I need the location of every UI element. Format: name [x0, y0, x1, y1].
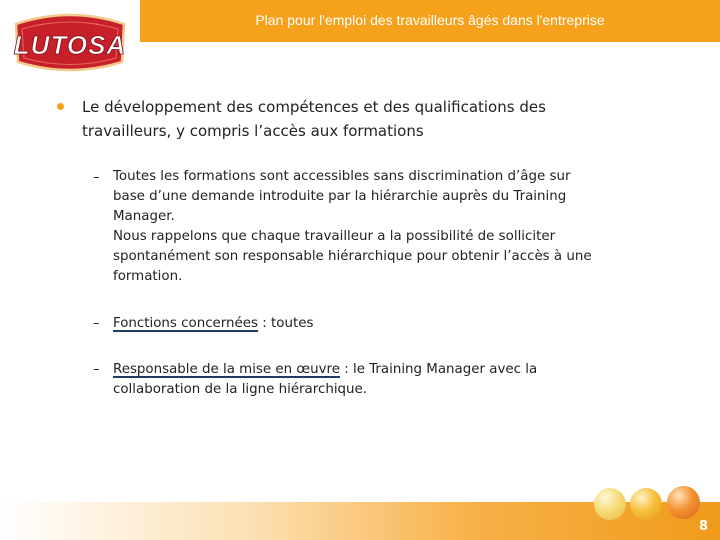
svg-text:LUTOSA: LUTOSA [13, 30, 127, 60]
slide-title: Plan pour l'emploi des travailleurs âgés dans l'entreprise [255, 12, 605, 28]
fonctions-value: : toutes [258, 316, 314, 331]
page-number: 8 [698, 519, 708, 534]
sub-item-formations [113, 167, 633, 287]
dash-marker: – [93, 316, 100, 331]
bullet-dot [57, 103, 64, 110]
main-bullet-line-2: travailleurs, y compris l’accès aux formations [82, 122, 424, 140]
responsable-value: : le Training Manager avec la [339, 362, 538, 377]
orange-ball-icon [667, 486, 700, 519]
fonctions-label: Fonctions concernées [113, 316, 259, 331]
dash-marker: – [93, 170, 100, 185]
gold-ball-icon [630, 488, 662, 520]
sub-item-line: Manager. [113, 209, 175, 224]
responsable-label: Responsable de la mise en œuvre [113, 362, 340, 377]
sub-item-line: spontanément son responsable hiérarchique pour obtenir l’accès à une [113, 249, 592, 264]
main-bullet-text [82, 95, 642, 143]
sub-item-line: Toutes les formations sont accessibles sans discrimination d’âge sur [113, 169, 571, 184]
sub-item-fonctions [113, 314, 633, 334]
dash-marker: – [93, 362, 100, 377]
sub-item-responsable [113, 360, 633, 400]
responsable-line-2: collaboration de la ligne hiérarchique. [113, 382, 368, 397]
yellow-ball-icon [594, 488, 626, 520]
sub-item-line: formation. [113, 269, 183, 284]
sub-item-line: Nous rappelons que chaque travailleur a la possibilité de solliciter [113, 229, 556, 244]
sub-item-line: base d’une demande introduite par la hiérarchie auprès du Training [113, 189, 567, 204]
lutosa-logo [10, 12, 130, 74]
main-bullet-line-1: Le développement des compétences et des qualifications des [82, 98, 546, 116]
